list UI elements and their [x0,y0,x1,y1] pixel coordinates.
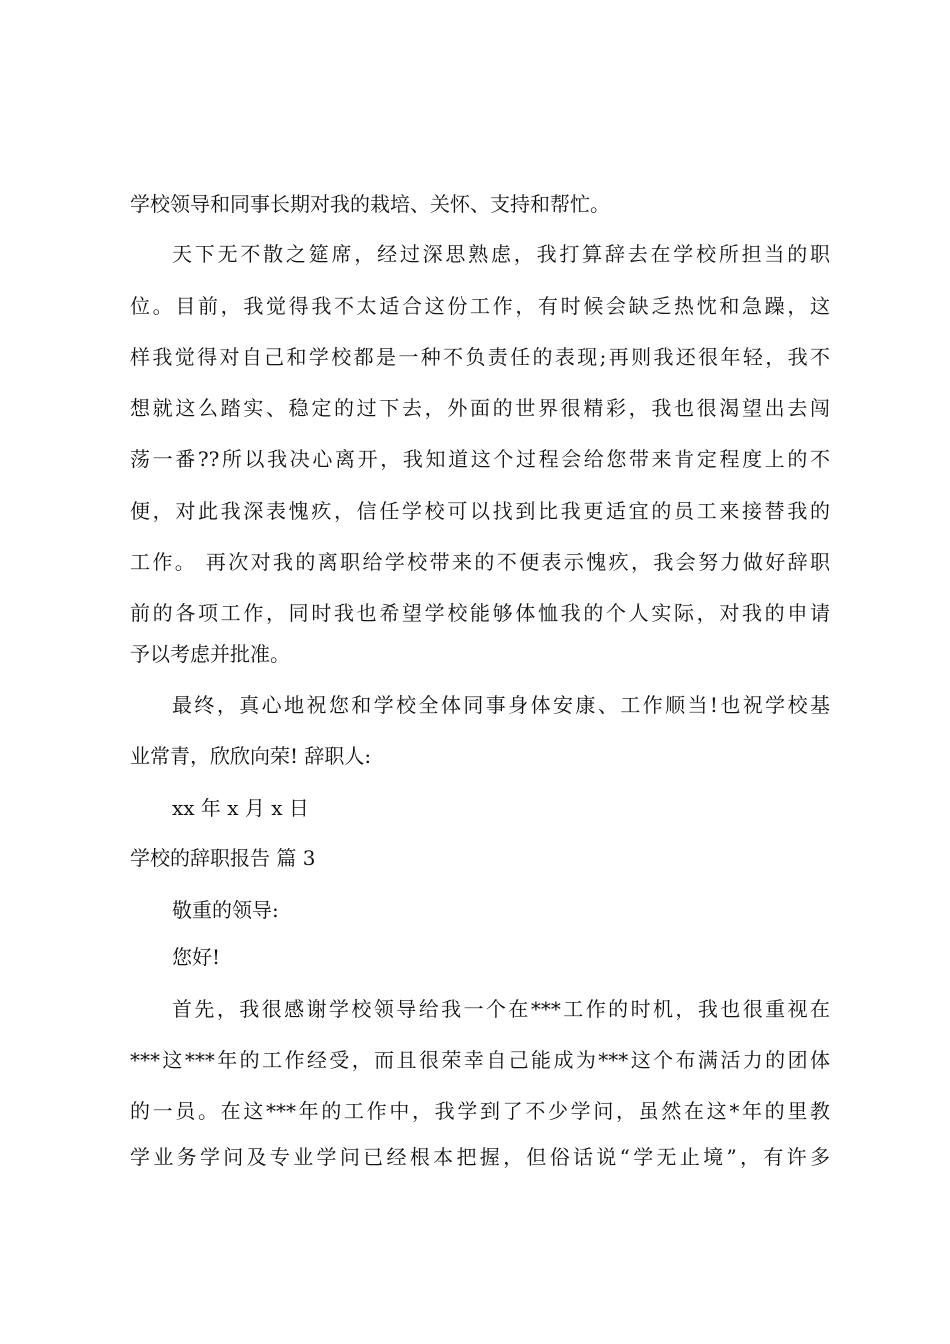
text-line: 学业务学问及专业学问已经根本把握，但俗话说“学无止境”，有许多 [130,1145,830,1169]
text-line: 前的各项工作，同时我也希望学校能够体恤我的个人实际，对我的申请 [130,601,830,625]
text-line: 天下无不散之筵席，经过深思熟虑，我打算辞去在学校所担当的职 [172,242,830,266]
text-line: 予以考虑并批准。 [130,642,290,666]
text-line: 荡一番??所以我决心离开，我知道这个过程会给您带来肯定程度上的不 [130,447,830,471]
section-heading: 学校的辞职报告 篇 3 [130,846,316,870]
date-line: xx 年 x 月 x 日 [172,796,309,820]
text-line: 首先，我很感谢学校领导给我一个在***工作的时机，我也很重视在 [172,997,830,1021]
text-line: 便，对此我深表愧疚，信任学校可以找到比我更适宜的员工来接替我的 [130,499,830,523]
text-line: 业常青，欣欣向荣! 辞职人: [130,744,372,768]
text-line: 的一员。在这***年的工作中，我学到了不少学问，虽然在这*年的里教 [130,1099,830,1123]
text-line: ***这***年的工作经受，而且很荣幸自己能成为***这个布满活力的团体 [130,1048,830,1072]
text-line: 样我觉得对自己和学校都是一种不负责任的表现;再则我还很年轻，我不 [130,345,830,369]
text-line: 工作。 再次对我的离职给学校带来的不便表示愧疚，我会努力做好辞职 [130,550,830,574]
text-line: 想就这么踏实、稳定的过下去，外面的世界很精彩，我也很渴望出去闯 [130,396,830,420]
greeting: 您好! [172,945,221,969]
text-line: 最终，真心地祝您和学校全体同事身体安康、工作顺当!也祝学校基 [172,693,830,717]
text-line: 学校领导和同事长期对我的栽培、关怀、支持和帮忙。 [130,192,610,216]
salutation: 敬重的领导: [172,898,279,922]
text-line: 位。目前，我觉得我不太适合这份工作，有时候会缺乏热忱和急躁，这 [130,294,830,318]
